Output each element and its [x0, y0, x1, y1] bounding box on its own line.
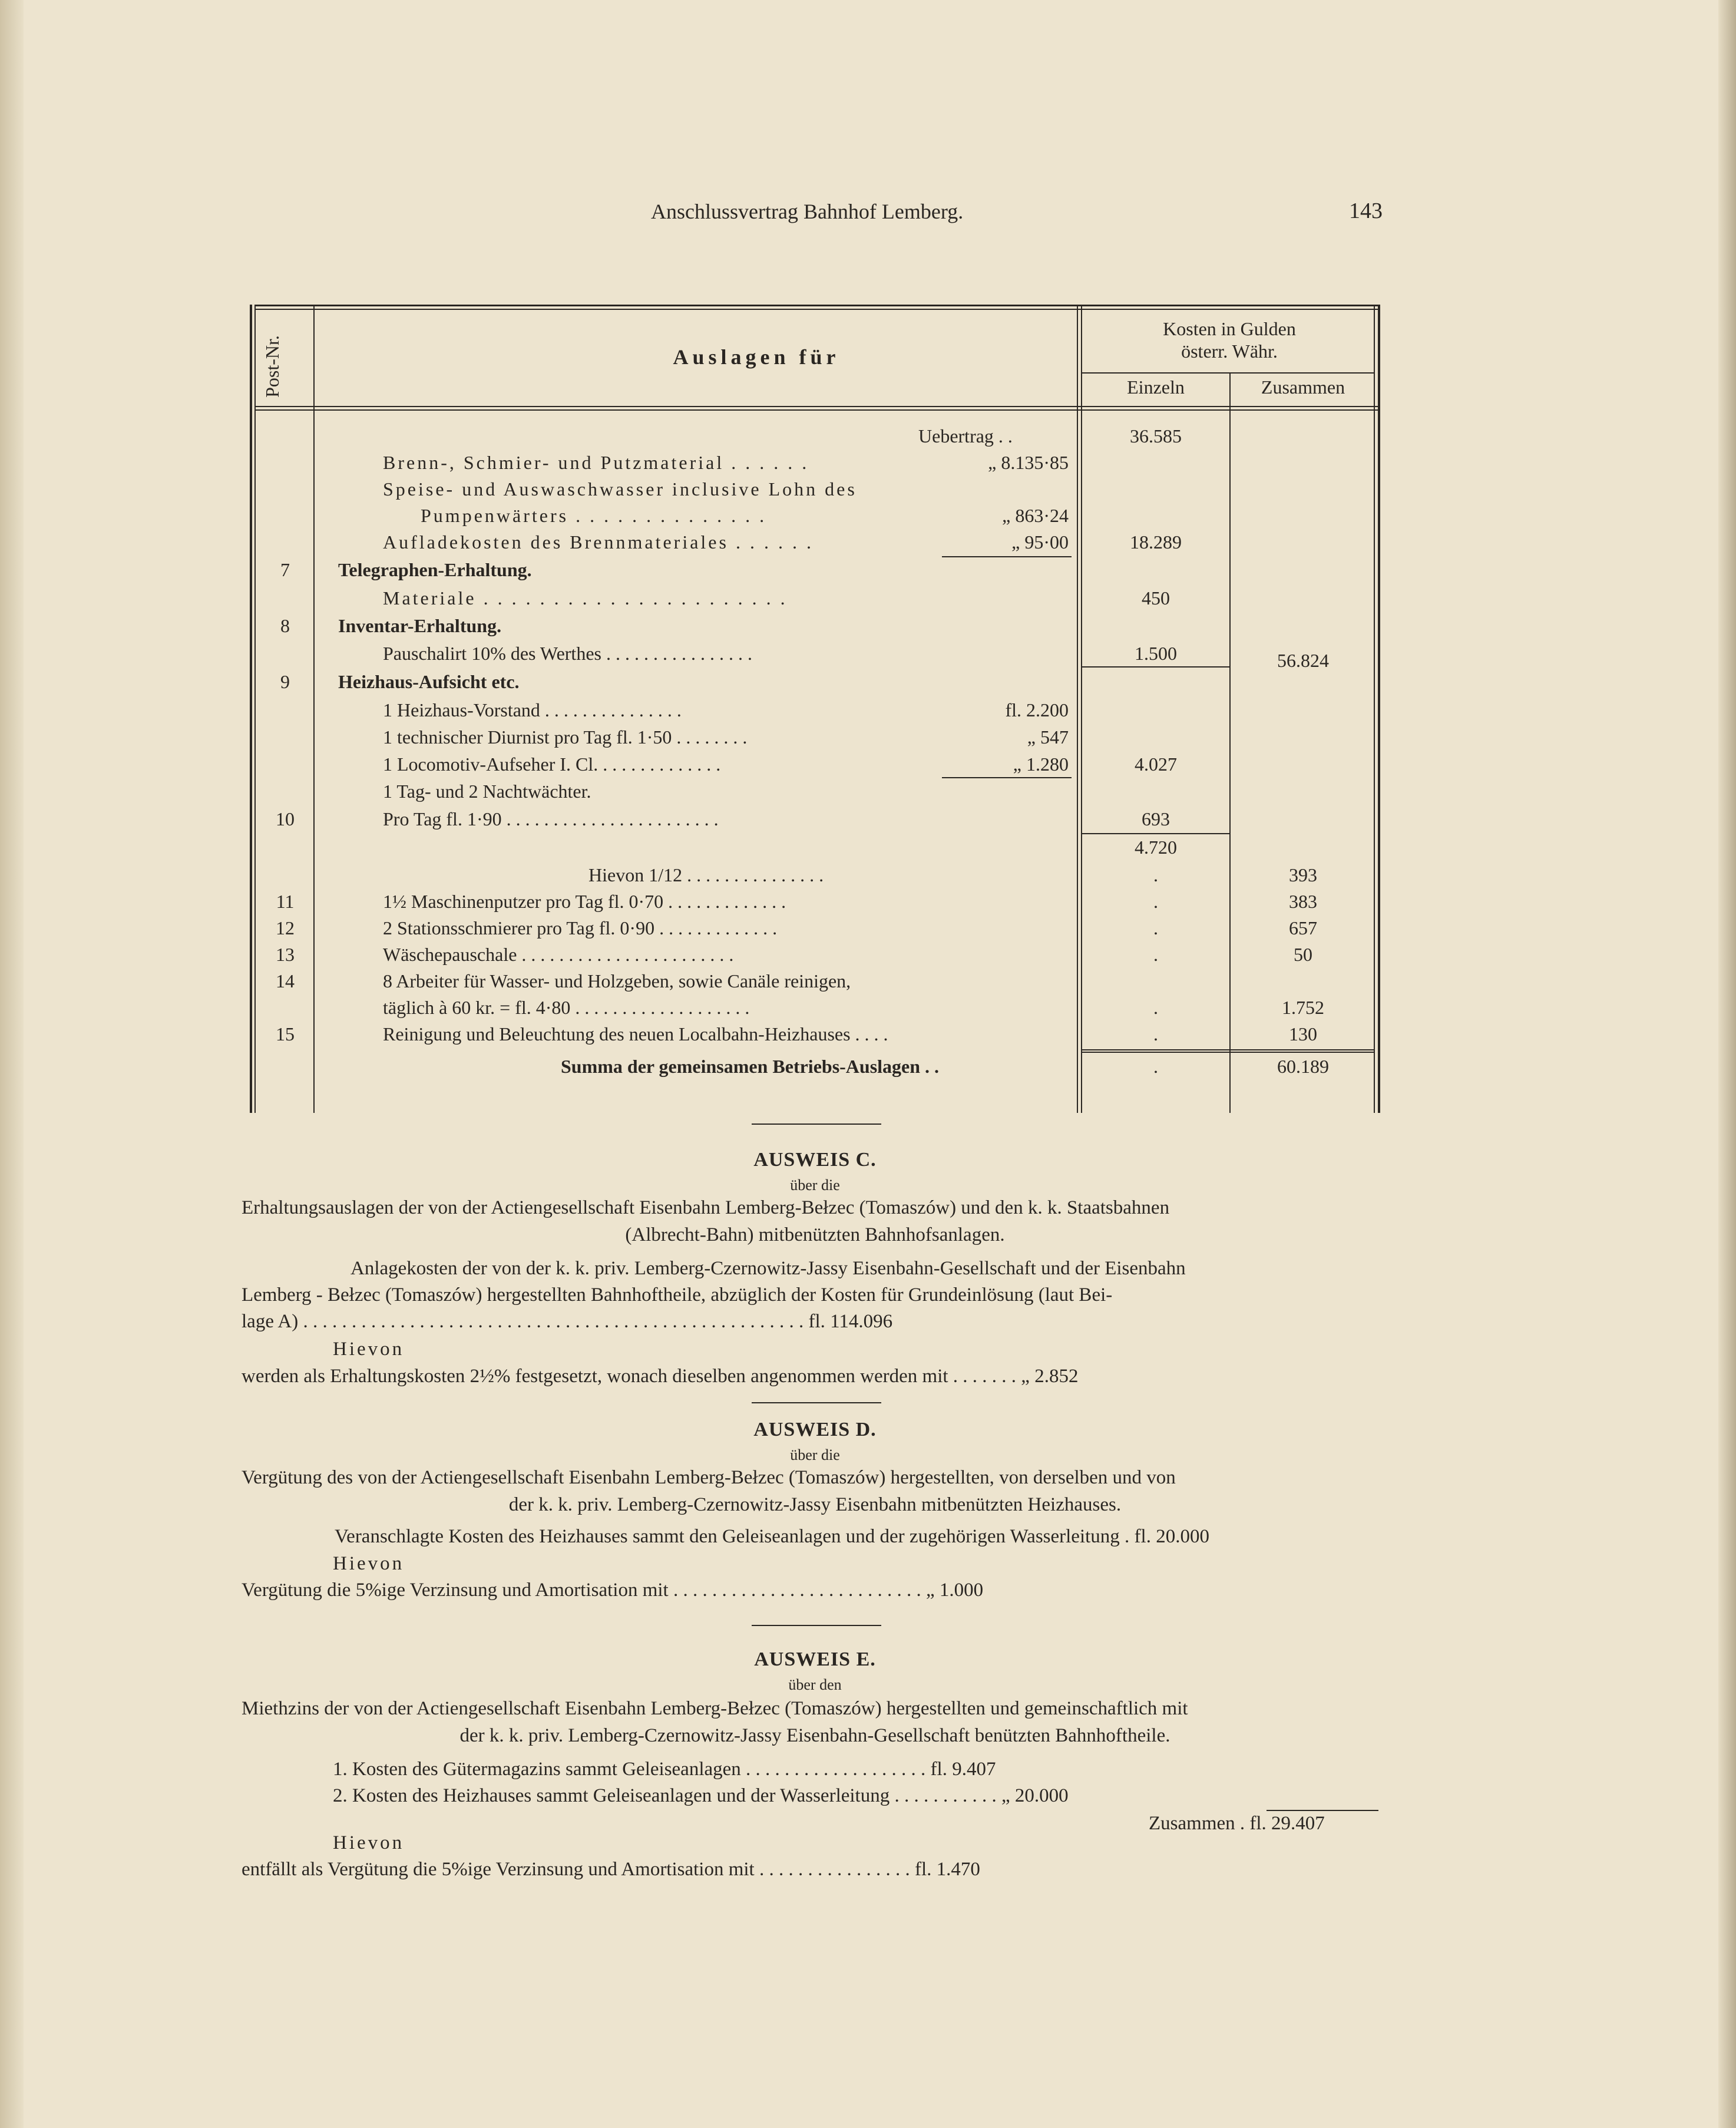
row-einzeln: 4.720	[1135, 837, 1177, 858]
row-einzeln: .	[1153, 864, 1158, 885]
row-text: Brenn-, Schmier- und Putzmaterial . . . . . .	[383, 452, 809, 473]
row-number: 15	[276, 1023, 295, 1045]
row-number: 9	[280, 671, 290, 692]
row-einzeln: 4.027	[1135, 754, 1177, 775]
header-post-nr: Post-Nr.	[262, 335, 283, 398]
ausweis-e-line3: 1. Kosten des Gütermagazins sammt Geleiseanlagen . . . . . . . . . . . . . . . . . . . fl. 9.407	[333, 1759, 996, 1780]
row-number: 11	[276, 891, 295, 912]
ausweis-d-line1: Vergütung des von der Actiengesellschaft Eisenbahn Lemberg-Bełzec (Tomaszów) hergestellten, von derselben und von	[242, 1467, 1176, 1488]
table-row	[250, 917, 1380, 944]
ausweis-e-line5: Zusammen . fl. 29.407	[1149, 1813, 1325, 1834]
ausweis-c-line7: werden als Erhaltungskosten 2½% festgesetzt, wonach dieselben angenommen werden mit . . . . . . . „ 2.852	[242, 1366, 1079, 1387]
table-row	[250, 781, 1380, 808]
ausweis-d-line4: Hievon	[333, 1553, 405, 1574]
ausweis-c-line2: (Albrecht-Bahn) mitbenützten Bahnhofsanlagen.	[625, 1224, 1005, 1245]
row-einzeln: .	[1153, 1023, 1158, 1045]
row-zusammen: 130	[1289, 1023, 1317, 1045]
ausweis-d-title: AUSWEIS D.	[753, 1419, 877, 1440]
row-text: 2 Stationsschmierer pro Tag fl. 0·90 . . . . . . . . . . . . .	[383, 917, 778, 939]
header-kosten	[1082, 318, 1377, 362]
sum-rule	[1267, 1810, 1378, 1811]
row-text: Materiale . . . . . . . . . . . . . . . . . . . . . .	[383, 587, 788, 609]
row-text: 1 Tag- und 2 Nachtwächter.	[383, 781, 591, 802]
row-mid: fl. 2.200	[1005, 699, 1069, 721]
row-number: 8	[280, 615, 290, 636]
row-text: Summa der gemeinsamen Betriebs-Auslagen . .	[561, 1056, 940, 1077]
row-text: 1 technischer Diurnist pro Tag fl. 1·50 . . . . . . . .	[383, 726, 748, 748]
row-text: Heizhaus-Aufsicht etc.	[338, 671, 520, 692]
row-einzeln: 18.289	[1130, 531, 1182, 553]
ausweis-e-line7: entfällt als Vergütung die 5%ige Verzinsung und Amortisation mit . . . . . . . . . . . . . . . . fl. 1.470	[242, 1859, 980, 1880]
header-kosten-line2: österr. Währ.	[1181, 341, 1278, 362]
ausweis-c-line1: Erhaltungsauslagen der von der Actiengesellschaft Eisenbahn Lemberg-Bełzec (Tomaszów) und den k. k. Staatsbahnen	[242, 1197, 1170, 1218]
row-text: Pauschalirt 10% des Werthes . . . . . . . . . . . . . . . .	[383, 643, 752, 664]
row-mid: „ 547	[1027, 726, 1069, 748]
row-text: 1 Locomotiv-Aufseher I. Cl. . . . . . . . . . . . . .	[383, 754, 721, 775]
row-mid: „ 95·00	[1011, 531, 1069, 553]
header-kosten-line1: Kosten in Gulden	[1163, 318, 1296, 339]
table-row	[250, 425, 1380, 452]
table-row	[250, 997, 1380, 1024]
running-title: Anschlussvertrag Bahnhof Lemberg.	[651, 200, 964, 223]
ausweis-c-ueber: über die	[790, 1177, 840, 1194]
row-mid: „ 863·24	[1002, 505, 1069, 526]
row-mid: „ 8.135·85	[988, 452, 1069, 473]
divider	[752, 1625, 881, 1626]
row-einzeln: .	[1153, 917, 1158, 939]
row-einzeln: 36.585	[1130, 425, 1182, 447]
table-row	[250, 1023, 1380, 1050]
row-text: 8 Arbeiter für Wasser- und Holzgeben, sowie Canäle reinigen,	[383, 970, 851, 992]
row-text: Reinigung und Beleuchtung des neuen Localbahn-Heizhauses . . . .	[383, 1023, 888, 1045]
ausweis-e-line1: Miethzins der von der Actiengesellschaft Eisenbahn Lemberg-Bełzec (Tomaszów) hergestellten und gemeinschaftlich mit	[242, 1698, 1188, 1719]
row-mid: „ 1.280	[1013, 754, 1069, 775]
divider	[752, 1124, 881, 1125]
ausweis-e-ueber: über den	[788, 1676, 842, 1693]
ausweis-e-line4: 2. Kosten des Heizhauses sammt Geleiseanlagen und der Wasserleitung . . . . . . . . . . . „ 20.000	[333, 1785, 1069, 1806]
header-einzeln: Einzeln	[1127, 376, 1185, 398]
divider	[752, 1402, 881, 1403]
table-row	[250, 970, 1380, 997]
row-zusammen: 60.189	[1277, 1056, 1329, 1077]
ausweis-e-line2: der k. k. priv. Lemberg-Czernowitz-Jassy Eisenbahn-Gesellschaft benützten Bahnhoftheile.	[459, 1725, 1170, 1746]
ausweis-d-line2: der k. k. priv. Lemberg-Czernowitz-Jassy Eisenbahn mitbenützten Heizhauses.	[508, 1494, 1122, 1515]
row-text: Speise- und Auswaschwasser inclusive Lohn des	[383, 478, 857, 500]
ausweis-d-line5: Vergütung die 5%ige Verzinsung und Amortisation mit . . . . . . . . . . . . . . . . . . . . . . . . . . „ 1.000	[242, 1580, 984, 1601]
row-zusammen: 1.752	[1282, 997, 1324, 1018]
row-number: 14	[276, 970, 295, 992]
page-edge-right	[1718, 0, 1736, 2128]
page-number: 143	[1349, 199, 1383, 223]
table-row	[250, 699, 1380, 726]
row-text: Wäschepauschale . . . . . . . . . . . . . . . . . . . . . . .	[383, 944, 734, 965]
row-einzeln: .	[1153, 1056, 1158, 1077]
page-edge-left	[0, 0, 24, 2128]
table-row	[250, 671, 1380, 698]
table-row	[250, 615, 1380, 642]
row-text: 1 Heizhaus-Vorstand . . . . . . . . . . . . . . .	[383, 699, 682, 721]
table-row-sum	[250, 1056, 1380, 1083]
table-row	[250, 505, 1380, 532]
ausweis-c-line5: lage A) . . . . . . . . . . . . . . . . . . . . . . . . . . . . . . . . . . . . . . . . . . . . . . . . . . . . fl. 114.096	[242, 1311, 893, 1332]
row-text: Pro Tag fl. 1·90 . . . . . . . . . . . . . . . . . . . . . . .	[383, 808, 719, 830]
ausweis-c-line3: Anlagekosten der von der k. k. priv. Lemberg-Czernowitz-Jassy Eisenbahn-Gesellschaft und der Eisenbahn	[350, 1258, 1186, 1279]
row-text: 1½ Maschinenputzer pro Tag fl. 0·70 . . . . . . . . . . . . .	[383, 891, 786, 912]
table-row	[250, 726, 1380, 754]
row-einzeln: .	[1153, 891, 1158, 912]
row-einzeln: 693	[1142, 808, 1170, 830]
row-zusammen: 393	[1289, 864, 1317, 885]
ausweis-c-title: AUSWEIS C.	[753, 1149, 877, 1171]
ausweis-e-line6: Hievon	[333, 1832, 405, 1853]
row-number: 12	[276, 917, 295, 939]
ausweis-d-ueber: über die	[790, 1446, 840, 1463]
ausweis-c-line4: Lemberg - Bełzec (Tomaszów) hergestellten Bahnhoftheile, abzüglich der Kosten für Grundeinlösung (laut Bei-	[242, 1284, 1113, 1306]
table-row	[250, 478, 1380, 505]
header-zusammen: Zusammen	[1261, 376, 1345, 398]
table-row	[250, 531, 1380, 559]
row-zusammen: 657	[1289, 917, 1317, 939]
row-zusammen: 56.824	[1277, 650, 1329, 671]
table-row	[250, 808, 1380, 835]
row-number: 13	[276, 944, 295, 965]
table-row	[250, 754, 1380, 781]
row-einzeln: 1.500	[1135, 643, 1177, 664]
expense-table	[250, 305, 1380, 1113]
table-row	[250, 587, 1380, 614]
ausweis-d-line3: Veranschlagte Kosten des Heizhauses sammt den Geleiseanlagen und der zugehörigen Wasserleitung . fl. 20.000	[335, 1526, 1209, 1547]
table-row	[250, 944, 1380, 971]
header-auslagen: Auslagen für	[673, 345, 840, 369]
table-row	[250, 559, 1380, 586]
row-zusammen: 383	[1289, 891, 1317, 912]
table-row	[250, 864, 1380, 891]
row-einzeln: 450	[1142, 587, 1170, 609]
row-text: Telegraphen-Erhaltung.	[338, 559, 532, 580]
row-einzeln: .	[1153, 997, 1158, 1018]
table-row	[250, 452, 1380, 479]
row-text: Pumpenwärters . . . . . . . . . . . . . .	[421, 505, 767, 526]
row-zusammen: 50	[1294, 944, 1312, 965]
row-einzeln: .	[1153, 944, 1158, 965]
row-text: Uebertrag . .	[918, 425, 1013, 447]
row-number: 10	[276, 808, 295, 830]
table-row	[250, 837, 1380, 864]
row-text: Inventar-Erhaltung.	[338, 615, 502, 636]
row-number: 7	[280, 559, 290, 580]
table-row	[250, 891, 1380, 918]
row-text: Aufladekosten des Brennmateriales . . . . . .	[383, 531, 814, 553]
row-text: Hievon 1/12 . . . . . . . . . . . . . . .	[588, 864, 824, 885]
ausweis-e-title: AUSWEIS E.	[754, 1648, 876, 1670]
row-text: täglich à 60 kr. = fl. 4·80 . . . . . . . . . . . . . . . . . . .	[383, 997, 750, 1018]
ausweis-c-line6: Hievon	[333, 1339, 405, 1360]
